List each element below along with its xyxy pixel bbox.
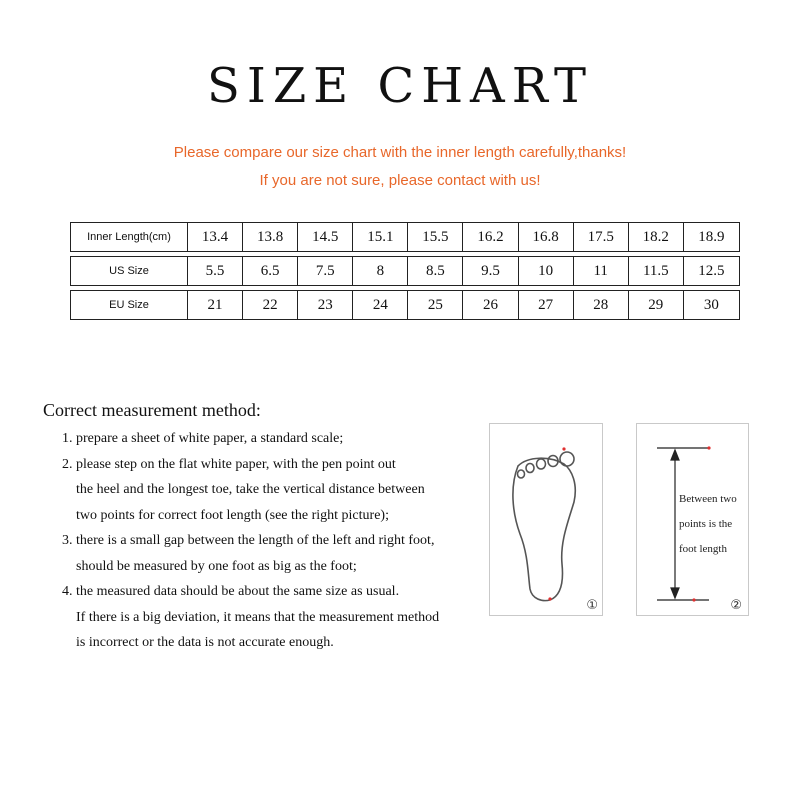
size-cell: 24 [352,290,407,320]
size-cell: 15.1 [352,222,407,252]
foot-length-figure [636,423,749,616]
size-cell: 10 [518,256,573,286]
step-line: the heel and the longest toe, take the vertical distance between [76,482,425,497]
size-cell: 11 [573,256,628,286]
size-cell: 9.5 [462,256,517,286]
foot-outline-figure [489,423,603,616]
size-cell: 13.8 [242,222,297,252]
step-line: 4. the measured data should be about the same size as usual. [62,584,400,599]
caption-line: points is the [679,518,733,530]
notice-contact: If you are not sure, please contact with us! [259,172,541,189]
size-cell: 13.4 [187,222,242,252]
size-cell: 23 [297,290,352,320]
step-line: 2. please step on the flat white paper, with the pen point out [62,456,396,472]
row-label: US Size [70,256,187,286]
size-cell: 30 [683,290,740,320]
step-line: should be measured by one foot as big as the foot; [76,558,357,574]
row-label: Inner Length(cm) [70,222,187,252]
step-line: 1. prepare a sheet of white paper, a standard scale; [62,431,344,446]
foot-length-caption [679,487,747,562]
size-cell: 8 [352,256,407,286]
size-cell: 18.2 [628,222,683,252]
size-cell: 25 [407,290,462,320]
caption-line: foot length [679,543,727,555]
size-cell: 27 [518,290,573,320]
size-cell: 11.5 [628,256,683,286]
size-cell: 17.5 [573,222,628,252]
size-cell: 26 [462,290,517,320]
size-cell: 8.5 [407,256,462,286]
foot-outline-icon [490,424,602,615]
step-line: If there is a big deviation, it means that the measurement method [76,609,440,625]
notice-compare: Please compare our size chart with the inner length carefully,thanks! [173,144,627,161]
size-cell: 16.8 [518,222,573,252]
table-row [70,290,740,320]
step-line: two points for correct foot length (see the right picture); [76,507,389,523]
size-cell: 28 [573,290,628,320]
row-label: EU Size [70,290,187,320]
size-cell: 22 [242,290,297,320]
size-cell: 6.5 [242,256,297,286]
size-cell: 5.5 [187,256,242,286]
size-cell: 12.5 [683,256,740,286]
size-table [70,218,740,324]
figure-number-1: ① [586,598,598,613]
size-cell: 7.5 [297,256,352,286]
size-cell: 14.5 [297,222,352,252]
table-row [70,222,740,252]
method-steps [62,426,482,656]
size-cell: 15.5 [407,222,462,252]
caption-line: Between two [679,493,737,505]
step-line: 3. there is a small gap between the length of the left and right foot, [62,533,435,548]
size-cell: 29 [628,290,683,320]
size-cell: 18.9 [683,222,740,252]
page-title: SIZE CHART [206,58,594,114]
size-cell: 21 [187,290,242,320]
size-cell: 16.2 [462,222,517,252]
table-row [70,256,740,286]
step-line: is incorrect or the data is not accurate enough. [76,635,334,650]
figure-number-2: ② [730,598,742,613]
method-title: Correct measurement method: [43,400,261,420]
